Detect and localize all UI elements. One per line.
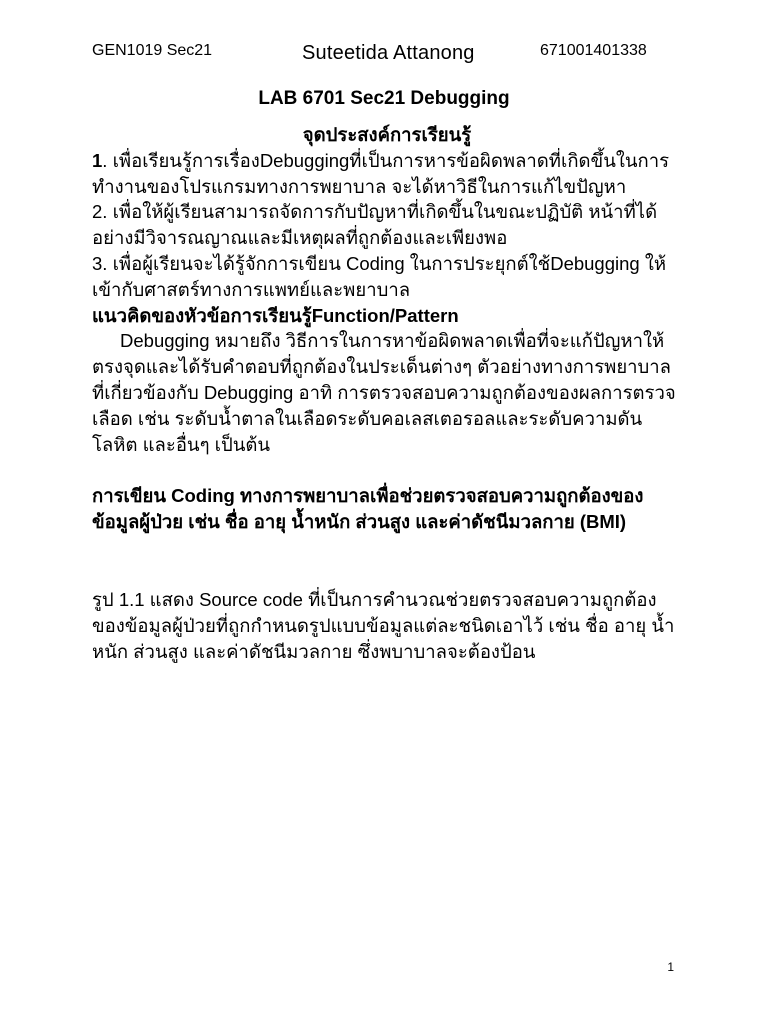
course-code: GEN1019 Sec21 <box>92 42 213 59</box>
figure-description: รูป 1.1 แสดง Source code ที่เป็นการคำนวณช่วยตรวจสอบความถูกต้องของข้อมูลผู้ป่วยที่ถูกกำหนดรูปแบบข้อมูลแต่ละชนิดเอาไว้ เช่น ชื่อ อายุ น้ำหนัก ส่วนสูง และค่าดัชนีมวลกาย ซึ่งพบาบาลจะต้องป้อน <box>92 588 675 662</box>
page-header <box>92 42 682 70</box>
objective-item-1 <box>92 148 682 200</box>
student-name: Suteetida Attanong <box>302 42 475 64</box>
objective-item-1-number: 1 <box>92 149 103 171</box>
coding-heading: การเขียน Coding ทางการพยาบาลเพื่อช่วยตรวจสอบความถูกต้องของข้อมูลผู้ป่วย เช่น ชื่อ อายุ น้ำหนัก ส่วนสูง และค่าดัชนีมวลกาย (BMI) <box>92 485 644 533</box>
document-body <box>92 122 682 664</box>
objective-item-3: 3. เพื่อผู้เรียนจะได้รู้จักการเขียน Coding ในการประยุกต์ใช้Debugging ให้เข้ากับศาสตร์ทางการแพทย์และพยาบาล <box>92 252 667 300</box>
page-number: 1 <box>667 960 674 974</box>
objectives-heading: จุดประสงค์การเรียนรู้ <box>302 124 472 145</box>
objective-item-1-text: . เพื่อเรียนรู้การเรื่องDebuggingที่เป็นการหารข้อผิดพลาดที่เกิดขึ้นในการทำงานของโปรแกรมทางการพยาบาล จะได้หาวิธีในการแก้ไขปัญหา <box>92 149 670 197</box>
student-id: 671001401338 <box>540 42 647 59</box>
concept-heading: แนวคิดของหัวข้อการเรียนรู้Function/Pattern <box>92 304 459 326</box>
lab-title: LAB 6701 Sec21 Debugging <box>258 88 510 109</box>
concept-paragraph: Debugging หมายถึง วิธีการในการหาข้อผิดพลาดเพื่อที่จะแก้ปัญหาให้ตรงจุดและได้รับคำตอบที่ถูกต้องในประเด็นต่างๆ ตัวอย่างทางการพยาบาลที่เกี่ยวข้องกับ Debugging อาทิ การตรวจสอบความถูกต้องของผลการตรวจเลือด เช่น ระดับน้ำตาลในเลือดระดับคอเลสเตอรอลและระดับความดันโลหิต และอื่นๆ เป็นต้น <box>92 330 676 455</box>
objective-item-2: 2. เพื่อให้ผู้เรียนสามารถจัดการกับปัญหาที่เกิดขึ้นในขณะปฏิบัติ หน้าที่ได้อย่างมีวิจารณญาณและมีเหตุผลที่ถูกต้องและเพียงพอ <box>92 201 658 249</box>
